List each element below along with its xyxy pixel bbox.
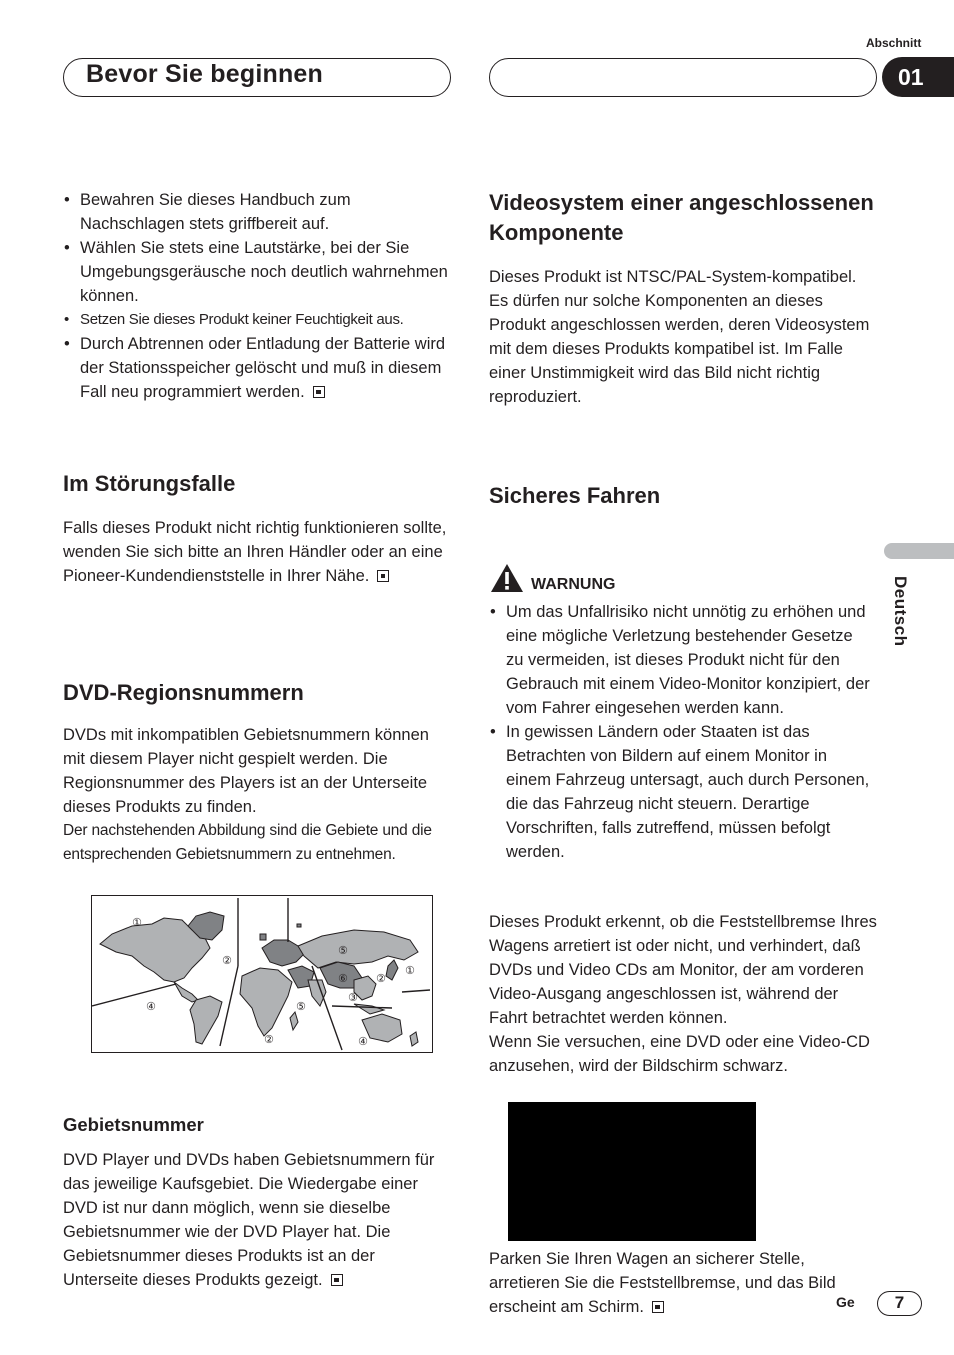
fahren-text-3: Parken Sie Ihren Wagen an sicherer Stelle, arretieren Sie die Feststellbremse, und das Bild erscheint am Schirm.: [489, 1250, 836, 1316]
heading-stoerung: Im Störungsfalle: [63, 471, 236, 496]
map-label: ②: [222, 955, 232, 967]
bullet-item: [63, 236, 453, 308]
header-right-frame: [489, 58, 877, 97]
dvd-text-2: Der nachstehenden Abbildung sind die Gebiete und die entsprechenden Gebietsnummern zu entnehmen.: [63, 822, 432, 863]
heading-gebietsnummer: Gebietsnummer: [63, 1114, 204, 1135]
bullet-text: Um das Unfallrisiko nicht unnötig zu erhöhen und eine mögliche Verletzung bestehender Gesetze zu vermeiden, ist dieses Produkt nicht für den Gebrauch mit einem Video-Monitor konzipiert, der vom Fahrer eingesehen werden kann.: [506, 603, 870, 717]
end-mark-icon: [313, 386, 325, 398]
bullet-text: Setzen Sie dieses Produkt keiner Feuchtigkeit aus.: [80, 311, 404, 328]
map-label: ⑥: [338, 973, 348, 985]
map-label: ②: [376, 973, 386, 985]
fahren-text-1: Dieses Produkt erkennt, ob die Feststellbremse Ihres Wagens arretiert ist oder nicht, und verhindert, daß DVDs und Video CDs am Monitor, der am vorderen Video-Ausgang angeschlossen ist, während der Fahrt betrachtet werden können.: [489, 913, 877, 1027]
warning-label: WARNUNG: [531, 576, 616, 593]
gebiet-text-block: [63, 1148, 448, 1292]
video-text: Dieses Produkt ist NTSC/PAL-System-kompatibel. Es dürfen nur solche Komponenten an dieses Produkt angeschlossen werden, deren Videosystem mit dem dieses Produkts kompatibel ist. Im Falle einer Unstimmigkeit wird das Bild nicht richtig reproduziert.: [489, 268, 870, 406]
bullet-item: [489, 720, 874, 864]
intro-bullets: [63, 188, 453, 404]
bullet-text: In gewissen Ländern oder Staaten ist das Betrachten von Bildern auf einem Monitor in einem Fahrzeug untersagt, auch durch Personen, die das Fahrzeug nicht steuern. Derartige Vorschriften, falls zutreffend, müssen befolgt werden.: [506, 723, 870, 861]
region-map: [91, 895, 433, 1053]
bullet-text: Wählen Sie stets eine Lautstärke, bei der Sie Umgebungsgeräusche noch deutlich wahrnehmen können.: [80, 239, 448, 305]
section-number-badge: 01: [882, 57, 954, 97]
bullet-text: Durch Abtrennen oder Entladung der Batterie wird der Stationsspeicher gelöscht und muß in diesem Fall neu programmiert werden.: [80, 335, 446, 401]
bullet-text: Bewahren Sie dieses Handbuch zum Nachschlagen stets griffbereit auf.: [80, 191, 351, 233]
heading-videosystem: Videosystem einer angeschlossenen Komponente: [489, 190, 874, 245]
bullet-item: [63, 308, 453, 332]
language-label: Deutsch: [891, 576, 910, 647]
map-label: ②: [264, 1034, 274, 1046]
map-label: ①: [132, 917, 142, 929]
warning-triangle-icon: [489, 562, 525, 594]
fahren-text-2: Wenn Sie versuchen, eine DVD oder eine Video-CD anzusehen, wird der Bildschirm schwarz.: [489, 1033, 870, 1075]
map-label: ⑤: [338, 945, 348, 957]
section-label: Abschnitt: [866, 36, 922, 50]
bullet-item: [489, 600, 874, 720]
stoerung-text-block: [63, 516, 453, 588]
map-label: ④: [146, 1001, 156, 1013]
bullet-item: [63, 188, 453, 236]
end-mark-icon: [331, 1274, 343, 1286]
map-label: ③: [348, 992, 358, 1004]
end-mark-icon: [652, 1301, 664, 1313]
bullet-item: [63, 332, 453, 404]
map-label: ①: [405, 965, 415, 977]
language-tab: [884, 543, 954, 559]
heading-sicheres-fahren: Sicheres Fahren: [489, 483, 661, 508]
language-code: Ge: [836, 1294, 855, 1310]
stoerung-text: Falls dieses Produkt nicht richtig funktionieren sollte, wenden Sie sich bitte an Ihren Händler oder an eine Pioneer-Kundendienststelle in Ihrer Nähe.: [63, 519, 447, 585]
dvd-text-block: [63, 723, 448, 867]
fahren-text-3-block: [489, 1247, 877, 1319]
map-label: ④: [358, 1036, 368, 1048]
end-mark-icon: [377, 570, 389, 582]
dvd-text-1: DVDs mit inkompatiblen Gebietsnummern können mit diesem Player nicht gespielt werden. Die Regionsnummer des Players ist an der Unterseite dieses Produkts zu finden.: [63, 726, 429, 816]
page-section-title: Bevor Sie beginnen: [86, 60, 323, 88]
black-screen-illustration: [508, 1102, 756, 1241]
video-text-block: [489, 265, 874, 409]
warning-header: [489, 562, 615, 594]
page-number: 7: [877, 1291, 922, 1316]
map-label: ⑤: [296, 1001, 306, 1013]
gebiet-text: DVD Player und DVDs haben Gebietsnummern für das jeweilige Kaufsgebiet. Die Wiedergabe einer DVD ist nur dann möglich, wenn sie dieselbe Gebietsnummer wie der DVD Player hat. Die Gebietsnummer dieses Produkts ist an der Unterseite dieses Produkts gezeigt.: [63, 1151, 435, 1289]
warning-bullets: [489, 600, 874, 864]
fahren-text-block: [489, 910, 877, 1078]
heading-dvd-regions: DVD-Regionsnummern: [63, 680, 304, 705]
